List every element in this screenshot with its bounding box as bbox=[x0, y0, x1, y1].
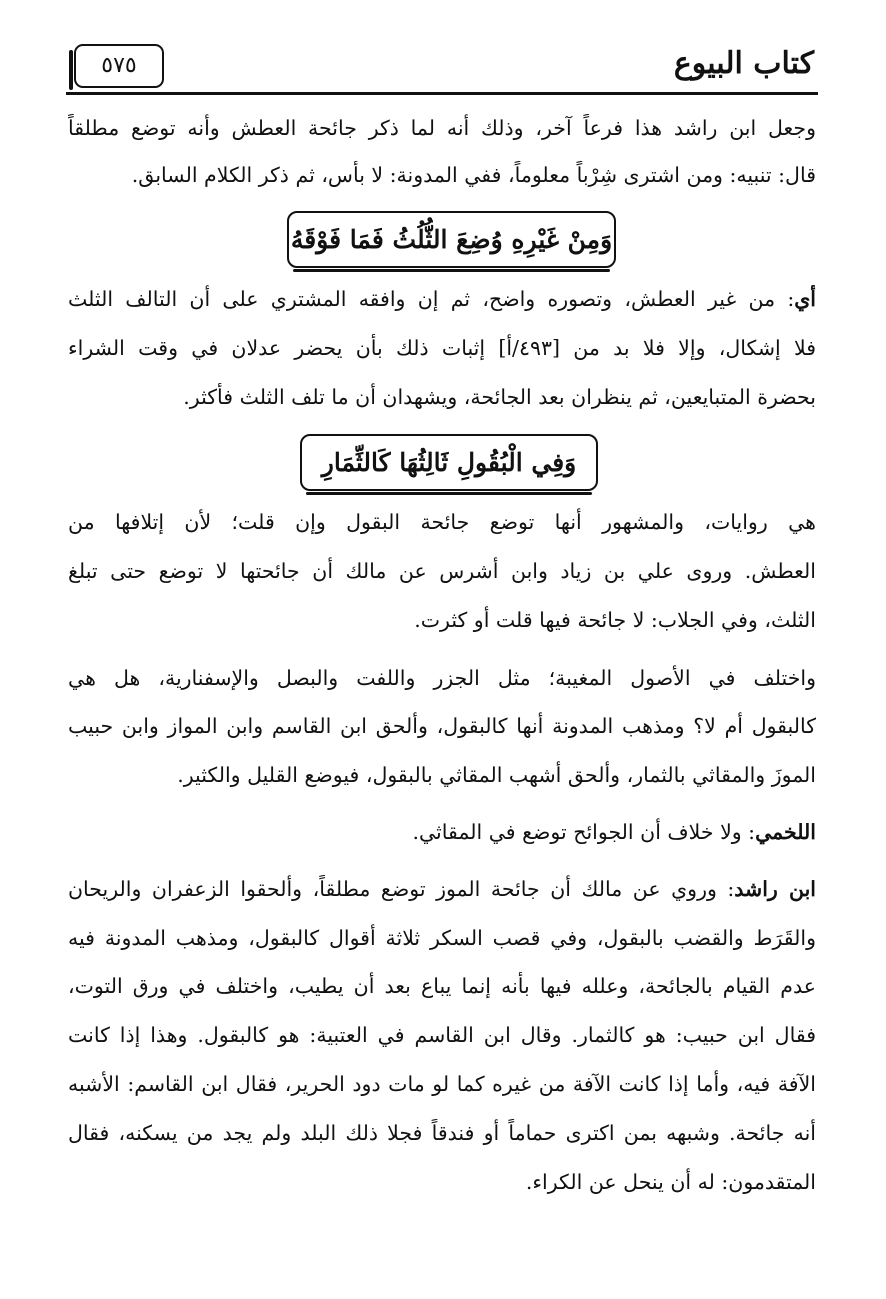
matn-heading bbox=[300, 434, 598, 491]
text-line: أنه جائحة. وشبهه بمن اكترى حماماً أو فندقاً فجلا ذلك البلد ولم يجد من يسكنه، فقال bbox=[68, 1121, 816, 1145]
text-line: المتقدمون: له أن ينحل عن الكراء. bbox=[525, 1170, 816, 1194]
text-line: الموزَ والمقاثي بالثمار، وألحق أشهب المقاثي بالبقول، فيوضع القليل والكثير. bbox=[177, 763, 816, 787]
header-rule bbox=[66, 92, 818, 95]
text-segment: : من غير العطش، وتصوره واضح، ثم إن وافقه المشتري على أن التالف الثلث bbox=[68, 287, 795, 311]
text-line: فلا إشكال، وإلا فلا بد من [٤٩٣/أ] إثبات ذلك بأن يحضر عدلان في وقت الشراء bbox=[68, 336, 816, 360]
text-line: هي روايات، والمشهور أنها توضع جائحة البقول وإن قلت؛ لأن إتلافها من bbox=[68, 510, 816, 534]
running-title: كتاب البيوع bbox=[673, 46, 814, 81]
matn-heading-text: وَمِنْ غَيْرِهِ وُضِعَ الثُّلُثُ فَمَا فَوْقَهُ bbox=[290, 225, 613, 254]
text-line bbox=[68, 875, 816, 903]
text-line: عدم القيام بالجائحة، وعلله فيها بأنه إنما يباع بعد أن يطيب، واختلف في ورق التوت، bbox=[68, 974, 816, 998]
text-line: الثلث، وفي الجلاب: لا جائحة فيها قلت أو كثرت. bbox=[414, 608, 816, 632]
text-line: والقَرَط والقضب بالبقول، وفي قصب السكر ثلاثة أقوال كالبقول، ومذهب المدونة فيه bbox=[68, 926, 816, 950]
matn-heading bbox=[287, 211, 616, 268]
text-line: العطش. وروى علي بن زياد وابن أشرس عن مالك أن جائحتها لا توضع حتى تبلغ bbox=[68, 559, 816, 583]
author-name: ابن راشد bbox=[734, 877, 816, 901]
text-line bbox=[68, 818, 816, 846]
page-number: ٥٧٥ bbox=[74, 44, 164, 88]
text-line: فقال ابن حبيب: هو كالثمار. وقال ابن القاسم في العتبية: هو كالبقول. وهذا إذا كانت bbox=[68, 1023, 816, 1047]
text-segment: : ولا خلاف أن الجوائح توضع في المقاثي. bbox=[412, 820, 756, 844]
author-name: اللخمي bbox=[755, 820, 816, 844]
text-line: كالبقول أم لا؟ ومذهب المدونة أنها كالبقول، وألحق ابن القاسم وابن المواز وابن حبيب bbox=[68, 714, 816, 738]
text-line: واختلف في الأصول المغيبة؛ مثل الجزر واللفت والبصل والإسفنارية، هل هي bbox=[68, 666, 816, 690]
matn-heading-text: وَفِي الْبُقُولِ ثَالِثُهَا كَالثِّمَارِ bbox=[321, 448, 577, 477]
page-header bbox=[66, 38, 818, 96]
commentary-marker: أي bbox=[794, 287, 816, 311]
text-line: الآفة فيه، وأما إذا كانت الآفة من غيره كما لو مات دود الحرير، فقال ابن القاسم: الأشبه bbox=[68, 1072, 816, 1096]
text-line: وجعل ابن راشد هذا فرعاً آخر، وذلك أنه لما ذكر جائحة العطش وأنه توضع مطلقاً bbox=[68, 116, 816, 140]
text-segment: : وروي عن مالك أن جائحة الموز توضع مطلقاً، وألحقوا الزعفران والريحان bbox=[68, 877, 735, 901]
text-line bbox=[68, 285, 816, 313]
text-line: قال: تنبيه: ومن اشترى شِرْباً معلوماً، ففي المدونة: لا بأس، ثم ذكر الكلام السابق. bbox=[131, 163, 816, 187]
text-line: بحضرة المتبايعين، ثم ينظران بعد الجائحة، ويشهدان أن ما تلف الثلث فأكثر. bbox=[183, 385, 816, 409]
